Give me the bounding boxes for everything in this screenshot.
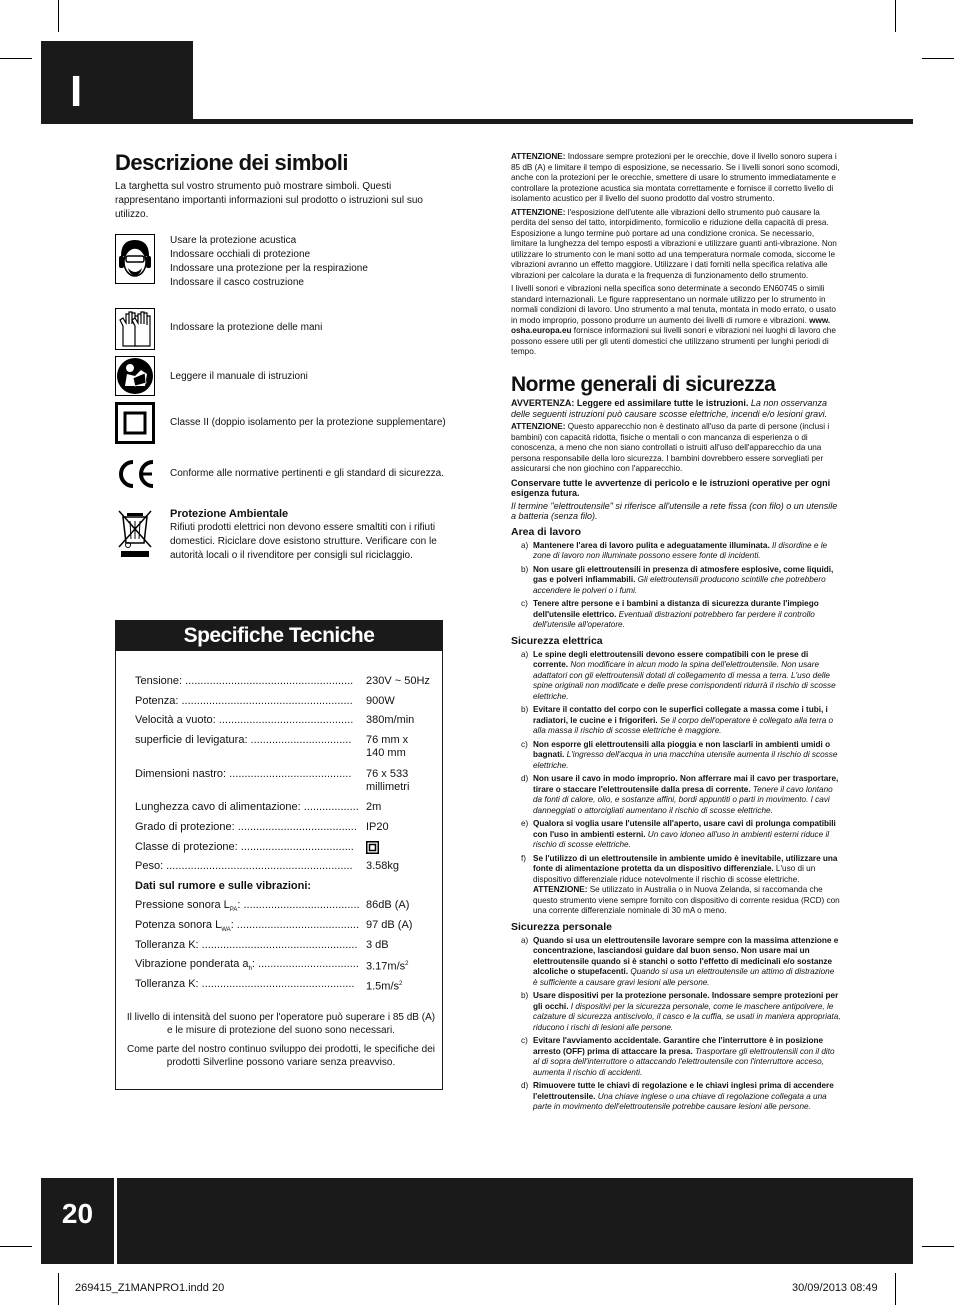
term-definition: Il termine "elettroutensile" si riferisce all'utensile a rete fissa (con filo) o un utensile a batteria (senza filo). [511, 500, 838, 521]
ce-label: Conforme alle normative pertinenti e gli standard di sicurezza. [170, 468, 445, 479]
warning-noise: ATTENZIONE: Indossare sempre protezioni per le orecchie, dove il livello sonoro supera i 85 dB (A) e limitare il tempo di esposizione, se necessario. Se i livelli sonori sono scomodi, anche con la protezioni per le orecchie, smettere di usare lo strumento immediatamente e controllare la protezione acustica sia montata correttamente e fornisce il corretto livello di isolamento acustico per il livello del suono prodotto dal vostro strumento. [511, 152, 840, 203]
env-text: Rifiuti prodotti elettrici non devono essere smaltiti con i rifiuti domestici. Riciclare dove esistono strutture. Verificare con le autorità locali o il rivenditore per consigli sul riciclaggio. [170, 522, 437, 561]
spec-row: Tensione: ....................................................... 230V ~ 50Hz [135, 675, 430, 687]
area-title: Area di lavoro [511, 525, 582, 538]
ce-mark-icon [115, 458, 157, 490]
right-safety [511, 398, 841, 1116]
noise-row: Tolleranza K: ................................................... 3 dB [135, 939, 389, 951]
list-item: a) Mantenere l'area di lavoro pulita e adeguatamente illuminata. Il disordine e le zone di lavoro non illuminate possono essere fonte di incidenti. [521, 540, 828, 560]
slug-file: 269415_Z1MANPRO1.indd 20 [75, 1282, 225, 1294]
class-ii-icon [366, 841, 379, 858]
ppe-line-eyes: Indossare occhiali di protezione [170, 249, 311, 260]
spec-row: Dimensioni nastro: ........................................ 76 x 533 millimetri [135, 768, 410, 793]
crop-mark [922, 1246, 954, 1247]
list-item: b) Evitare il contatto del corpo con le superfici collegate a massa come i tubi, i radiatori, le cucine e i frigoriferi. Se il corpo dell'operatore è collegato alla terra o alla massa il rischio di scosse elettriche è maggiore. [521, 705, 834, 735]
gloves-label: Indossare la protezione delle mani [170, 322, 323, 333]
weee-bin-icon [115, 507, 155, 559]
manual-label: Leggere il manuale di istruzioni [170, 371, 308, 382]
crop-mark [0, 58, 32, 59]
elec-title: Sicurezza elettrica [511, 634, 603, 647]
noise-row: Tolleranza K: .................................................. $1.5m/s^2$ [135, 978, 403, 993]
crop-mark [58, 1273, 59, 1305]
crop-mark [0, 1246, 32, 1247]
list-item: b) Usare dispositivi per la protezione personale. Indossare sempre protezioni per gli occhi. I dispositivi per la sicurezza personale, come le maschere antipolvere, le calzature di sicurezza antiscivolo, il casco e la cuffia, se usati in maniera appropriata, riducono i rischi di lesioni alle persone. [521, 991, 841, 1032]
norme-title: Norme generali di sicurezza [511, 373, 776, 396]
list-item: c) Non esporre gli elettroutensili alla pioggia e non lasciarli in ambienti umidi o bagnati. L'ingresso dell'acqua in una macchina utensile aumenta il rischio di scosse elettriche. [521, 739, 838, 770]
spec-row: superficie di levigatura: ................................. 76 mm x 140 mm [135, 734, 409, 759]
env-title: Protezione Ambientale [170, 508, 289, 520]
slug-date: 30/09/2013 08:49 [792, 1282, 878, 1294]
crop-mark [922, 58, 954, 59]
symbols-intro: La targhetta sul vostro strumento può mostrare simboli. Questi rappresentano importanti informazioni sul prodotto o istruzioni sul suo utilizzo. [115, 181, 423, 220]
class-ii-label: Classe II (doppio isolamento per la protezione supplementare) [170, 417, 446, 428]
warning-persons: ATTENZIONE: Questo apparecchio non è destinato all'uso da parte di persone (inclusi i bambini) con capacità ridotta, fisiche o mentali o con mancanza di esperienza o di conoscenza, a meno che non siano controllati o istruiti all'uso dell'apparecchio da una persona responsabile della loro sicurezza. I bambini dovrebbero essere sorvegliati per assicurarsi che non giochino con l'apparecchio. [511, 422, 830, 473]
spec-note-noise: Il livello di intensità del suono per l'operatore può superare i 85 dB (A) e le misure di protezione del suono sono necessari. [126, 1012, 436, 1036]
class-ii-icon [115, 402, 155, 444]
noise-row: Potenza sonora $L_{WA}$: ........................................ 97 dB (A) [135, 919, 413, 934]
list-item: d) Non usare il cavo in modo improprio. Non afferrare mai il cavo per trasportare, tirare o staccare l'elettroutensile dalla presa di corrente. Tenere il cavo lontano da fonti di calore, olio, e sostanze affini, bordi appuntiti o parti in movimento. I cavi danneggiati o attorcigliati aumentano il rischio di scosse elettriche. [521, 774, 839, 815]
ppe-line-helmet: Indossare il casco costruzione [170, 277, 304, 288]
list-item: f) Se l'utilizzo di un elettroutensile in ambiente umido è inevitabile, utilizzare una fonte di alimentazione protetta da un dispositivo differenziale. L'uso di un dispositivo differenziale riduce notevolmente il rischio di scosse elettriche. ATTENZIONE: Se utilizzato in Australia o in Nuova Zelanda, si raccomanda che questo strumento viene sempre fornito con dispositivo di corrente residua (RCD) con una corrente differenziale nominale di 30 mA o meno. [521, 853, 840, 915]
right-warnings [511, 152, 841, 361]
env-block [170, 507, 450, 563]
pers-title: Sicurezza personale [511, 920, 612, 933]
gloves-icon [115, 308, 155, 350]
noise-row: Pressione sonora $L_{PA}$: ...................................... 86dB (A) [135, 899, 410, 914]
specs-title: Specifiche Tecniche [116, 621, 442, 651]
header-rule [41, 119, 913, 124]
ppe-lines [170, 234, 368, 290]
spec-note-changes: Come parte del nostro continuo sviluppo dei prodotti, le specifiche dei prodotti Silverline possono variare senza preavviso. [127, 1044, 435, 1068]
spec-row: Classe di protezione: ..................................... [135, 841, 435, 858]
spec-row: Peso: ............................................................. 3.58kg [135, 860, 400, 872]
list-item: e) Qualora si voglia usare l'utensile all'aperto, usare cavi di prolunga compatibili con l'uso in ambienti esterni. Un cavo idoneo all'uso in ambienti esterni riduce il rischio di scosse elettriche. [521, 819, 836, 849]
crop-mark [895, 0, 896, 32]
noise-row: Vibrazione ponderata $a_h$: ................................. $3.17m/s^2$ [135, 958, 409, 973]
crop-mark [58, 0, 59, 32]
list-item: d) Rimuovere tutte le chiavi di regolazione e le chiavi inglesi prima di accendere l'elettroutensile. Una chiave inglese o una chiave di regolazione collegata a una parte in movimento dell'elettroutensile potrebbe causare lesioni alle persone. [521, 1081, 834, 1111]
list-item: a) Le spine degli elettroutensili devono essere compatibili con le prese di corrente. Non modificare in alcun modo la spina dell'elettroutensile. Non usare adattatori con gli elettroutensili dotati di collegamento di messa a terra. L'uso delle spine originali non modificate e delle prese corrispondenti ridurrà il rischio di scosse elettriche. [521, 649, 836, 701]
list-item: b) Non usare gli elettroutensili in presenza di atmosfere esplosive, come liquidi, gas e polveri infiammabili. Gli elettroutensili producono scintille che potrebbero accendere le polveri o i fumi. [521, 564, 834, 595]
warning-vibration: ATTENZIONE: l'esposizione dell'utente alle vibrazioni dello strumento può causare la perdita del senso del tatto, intorpidimento, formicolio e riduzione della capacità di presa. Esposizione a lungo termine può portare ad una condizione cronica. Se necessario, limitare la lunghezza del tempo esposti a vibrazioni e utilizzare guanti anti-vibrazione. Non utilizzare lo strumento con le mani sotto ad una temperatura normale comoda, siccome le vibrazioni avranno un effetto maggiore. Utilizzare i dati forniti nella specifica relativa alle vibrazioni per calcolare la durata e la frequenza di funzionamento dello strumento. [511, 207, 837, 280]
levels-note: I livelli sonori e vibrazioni nella specifica sono determinate a secondo EN60745 o simili standard internazionali. Le figure rappresentano un normale utilizzo per lo strumento in normali condizioni di lavoro. Uno strumento a mal tenuta, montata in modo errato, o usato in modo improprio, possono produrre un aumento dei livelli di rumore e vibrazioni. www. osha.europa.eu fornisce informazioni sui livelli sonori e vibrazioni nei luoghi di lavoro che possono essere utili per gli utenti domestici che utilizzano strumenti per lunghi periodi di tempo. [511, 284, 836, 356]
read-manual-icon [115, 356, 155, 396]
spec-row: Lunghezza cavo di alimentazione: .................. 2m [135, 801, 382, 813]
page-number: 20 [61, 1198, 94, 1229]
ppe-line-respiratory: Indossare una protezione per la respirazione [170, 263, 368, 274]
spec-row: Grado di protezione: ....................................... IP20 [135, 821, 389, 833]
footer-bar [41, 1178, 913, 1264]
list-item: c) Evitare l'avviamento accidentale. Garantire che l'interruttore è in posizione arresto (OFF) prima di attaccare la presa. Trasportare gli elettroutensili con il dito al di sopra dell'interruttore o attaccando l'elettroutensile con l'interruttore acceso, aumenta il rischio di accidenti. [521, 1036, 835, 1077]
symbols-title: Descrizione dei simboli [115, 150, 349, 175]
section-letter: I [70, 67, 83, 116]
ppe-head-icon [115, 234, 155, 284]
spec-row: Velocità a vuoto: ............................................ 380m/min [135, 714, 415, 726]
osha-link[interactable]: www. osha.europa.eu [511, 315, 831, 335]
keep-instructions: Conservare tutte le avvertenze di pericolo e le istruzioni operative per ogni esigenza futura. [511, 477, 831, 498]
crop-mark [895, 1273, 896, 1305]
ppe-line-hearing: Usare la protezione acustica [170, 235, 297, 246]
specs-box [115, 620, 443, 1090]
list-item: c) Tenere altre persone e i bambini a distanza di sicurezza durante l'impiego dell'utensile elettrico. Eventuali distrazioni potrebbero far perdere il controllo dell'utensile all'operatore. [521, 599, 819, 629]
noise-title: Dati sul rumore e sulle vibrazioni: [135, 880, 312, 892]
avvertenza: AVVERTENZA: Leggere ed assimilare tutte le istruzioni. La non osservanza delle seguenti istruzioni può causare scosse elettriche, incendi e/o lesioni gravi. [511, 398, 828, 419]
spec-row: Potenza: ........................................................ 900W [135, 695, 395, 707]
footer-separator [114, 1178, 117, 1264]
header-tab [41, 41, 193, 123]
list-item: a) Quando si usa un elettroutensile lavorare sempre con la massima attenzione e concentrazione, lasciandosi guidare dal buon senso. Non usare mai un elettroutensile quando si è stanchi o sotto l'effetto di medicinali e/o sostanze alcoliche o stupefacenti. Quando si usa un elettroutensile un attimo di distrazione è sufficiente a causare gravi lesioni alle persone. [521, 935, 839, 987]
